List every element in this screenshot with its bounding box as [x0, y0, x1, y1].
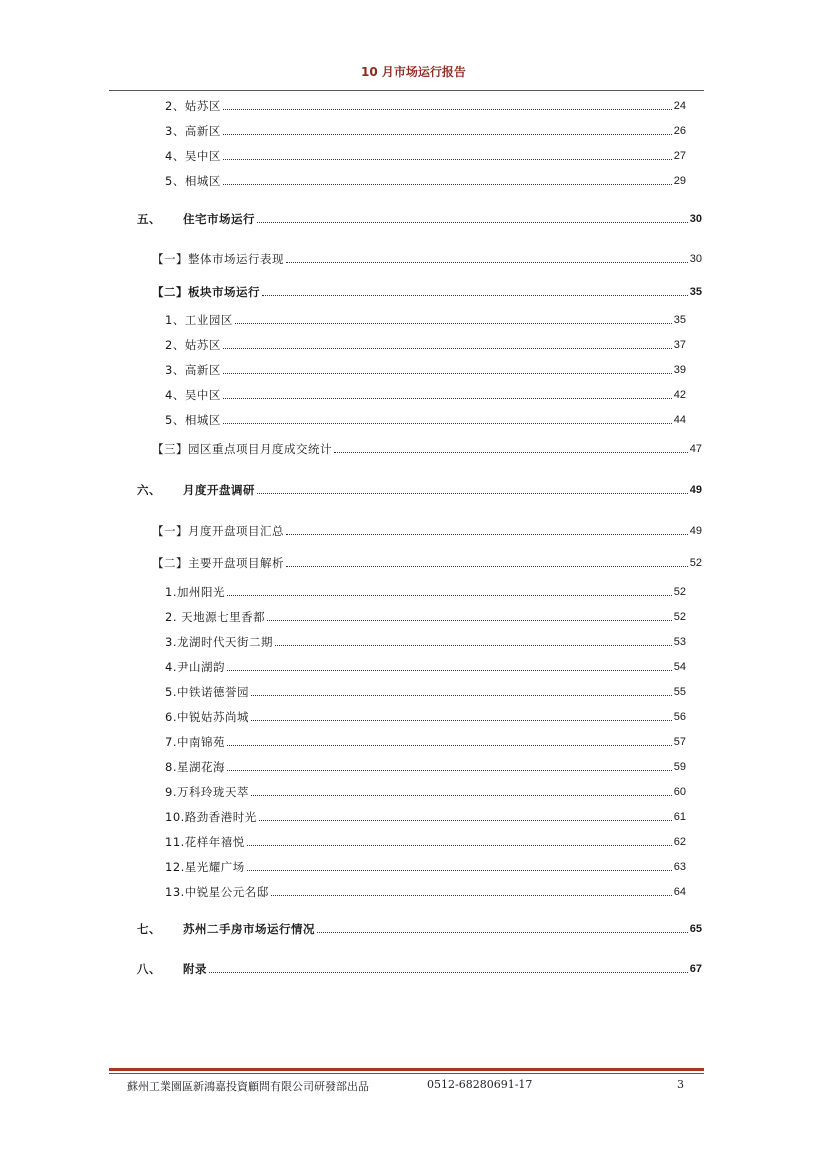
toc-dot-leader [223, 423, 672, 424]
toc-entry[interactable] [165, 97, 686, 113]
toc-entry-page: 30 [689, 253, 702, 265]
toc-section-entry[interactable] [152, 440, 702, 456]
toc-dot-leader [257, 493, 688, 494]
toc-dot-leader [259, 820, 672, 821]
toc-entry-page: 52 [689, 557, 702, 569]
toc-entry[interactable] [165, 733, 686, 749]
toc-entry[interactable] [165, 147, 686, 163]
toc-entry[interactable] [165, 411, 686, 427]
toc-entry[interactable] [165, 122, 686, 138]
toc-entry[interactable] [165, 386, 686, 402]
toc-entry-label: 3、高新区 [165, 124, 221, 138]
toc-dot-leader [286, 262, 688, 263]
toc-chapter-entry[interactable] [137, 481, 702, 497]
footer-divider-thin [109, 1073, 704, 1074]
toc-entry-page: 61 [673, 811, 686, 823]
toc-entry-page: 35 [689, 286, 702, 298]
toc-dot-leader [334, 452, 688, 453]
toc-entry-page: 29 [673, 175, 686, 187]
toc-entry-page: 47 [689, 443, 702, 455]
toc-entry-page: 42 [673, 389, 686, 401]
toc-entry[interactable] [165, 608, 686, 624]
toc-entry-label: 1.加州阳光 [165, 585, 225, 599]
toc-entry[interactable] [165, 858, 686, 874]
toc-entry-label: 【三】园区重点项目月度成交统计 [152, 442, 332, 456]
toc-chapter-entry[interactable] [137, 960, 702, 976]
toc-entry-page: 63 [673, 861, 686, 873]
toc-entry-label: 5、相城区 [165, 174, 221, 188]
toc-entry[interactable] [165, 172, 686, 188]
header-divider [109, 90, 704, 91]
toc-chapter-number: 六、 [137, 483, 161, 497]
toc-entry-label: 8.星湖花海 [165, 760, 225, 774]
toc-dot-leader [223, 134, 672, 135]
page-header-title: 10 月市场运行报告 [361, 65, 466, 79]
toc-entry-label: 1、工业园区 [165, 313, 233, 327]
toc-chapter-label: 住宅市场运行 [183, 212, 255, 226]
toc-dot-leader [227, 770, 672, 771]
toc-dot-leader [223, 373, 672, 374]
toc-entry-label: 10.路劲香港时光 [165, 810, 257, 824]
toc-entry[interactable] [165, 808, 686, 824]
toc-entry[interactable] [165, 633, 686, 649]
toc-section-entry[interactable] [152, 554, 702, 570]
toc-dot-leader [286, 534, 688, 535]
toc-dot-leader [223, 184, 672, 185]
toc-entry-label: 7.中南锦苑 [165, 735, 225, 749]
toc-section-entry[interactable] [152, 283, 702, 299]
toc-entry-page: 52 [673, 586, 686, 598]
toc-dot-leader [223, 398, 672, 399]
footer-company: 蘇州工業園區新鴻嘉投資顧問有限公司研發部出品 [127, 1080, 369, 1093]
toc-entry-page: 39 [673, 364, 686, 376]
toc-entry-label: 9.万科玲珑天萃 [165, 785, 249, 799]
toc-entry-page: 49 [689, 525, 702, 537]
toc-entry[interactable] [165, 883, 686, 899]
toc-entry[interactable] [165, 758, 686, 774]
toc-entry-page: 67 [689, 963, 702, 975]
toc-dot-leader [251, 695, 672, 696]
toc-entry[interactable] [165, 361, 686, 377]
toc-entry[interactable] [165, 783, 686, 799]
toc-entry-label: 12.星光耀广场 [165, 860, 245, 874]
toc-entry-page: 52 [673, 611, 686, 623]
footer-phone: 0512-68280691-17 [427, 1078, 533, 1091]
toc-chapter-label: 附录 [183, 962, 207, 976]
toc-entry-label: 2、姑苏区 [165, 99, 221, 113]
toc-entry-page: 60 [673, 786, 686, 798]
toc-dot-leader [267, 620, 672, 621]
toc-entry-label: 【一】整体市场运行表现 [152, 252, 284, 266]
toc-dot-leader [286, 566, 688, 567]
toc-dot-leader [209, 972, 688, 973]
toc-entry[interactable] [165, 683, 686, 699]
toc-entry[interactable] [165, 708, 686, 724]
toc-entry-label: 【二】主要开盘项目解析 [152, 556, 284, 570]
toc-dot-leader [262, 295, 688, 296]
toc-section-entry[interactable] [152, 522, 702, 538]
toc-entry-label: 4.尹山湖韵 [165, 660, 225, 674]
toc-dot-leader [247, 845, 672, 846]
toc-dot-leader [271, 895, 672, 896]
toc-entry-page: 44 [673, 414, 686, 426]
toc-chapter-label: 苏州二手房市场运行情况 [183, 922, 315, 936]
toc-entry-label: 13.中锐星公元名邸 [165, 885, 269, 899]
toc-entry-page: 53 [673, 636, 686, 648]
toc-entry-label: 2. 天地源七里香都 [165, 610, 266, 624]
toc-entry-label: 11.花样年禧悦 [165, 835, 245, 849]
toc-dot-leader [275, 645, 672, 646]
toc-entry-page: 24 [673, 100, 686, 112]
toc-entry[interactable] [165, 336, 686, 352]
toc-entry-page: 27 [673, 150, 686, 162]
toc-entry-label: 5、相城区 [165, 413, 221, 427]
toc-entry-page: 57 [673, 736, 686, 748]
toc-chapter-label: 月度开盘调研 [183, 483, 255, 497]
toc-entry-page: 62 [673, 836, 686, 848]
toc-entry-label: 3、高新区 [165, 363, 221, 377]
toc-chapter-entry[interactable] [137, 920, 702, 936]
toc-entry-label: 5.中铁诺德誉园 [165, 685, 249, 699]
toc-dot-leader [223, 348, 672, 349]
toc-entry-label: 6.中锐姑苏尚城 [165, 710, 249, 724]
toc-dot-leader [251, 720, 672, 721]
toc-entry-label: 3.龙湖时代天街二期 [165, 635, 273, 649]
toc-dot-leader [317, 932, 688, 933]
toc-dot-leader [235, 323, 672, 324]
toc-entry-label: 【一】月度开盘项目汇总 [152, 524, 284, 538]
toc-dot-leader [227, 745, 672, 746]
toc-entry-page: 65 [689, 923, 702, 935]
toc-entry-page: 59 [673, 761, 686, 773]
toc-chapter-number: 七、 [137, 922, 161, 936]
toc-entry-page: 49 [689, 484, 702, 496]
toc-entry-page: 55 [673, 686, 686, 698]
toc-entry-page: 64 [673, 886, 686, 898]
toc-entry-label: 4、吴中区 [165, 149, 221, 163]
toc-dot-leader [247, 870, 672, 871]
toc-entry[interactable] [165, 658, 686, 674]
toc-dot-leader [227, 670, 672, 671]
toc-dot-leader [227, 595, 672, 596]
toc-section-entry[interactable] [152, 250, 702, 266]
toc-chapter-number: 五、 [137, 212, 161, 226]
toc-entry[interactable] [165, 311, 686, 327]
toc-dot-leader [223, 159, 672, 160]
toc-chapter-entry[interactable] [137, 210, 702, 226]
toc-entry-page: 30 [689, 213, 702, 225]
toc-entry-label: 2、姑苏区 [165, 338, 221, 352]
toc-entry-page: 56 [673, 711, 686, 723]
toc-entry-label: 4、吴中区 [165, 388, 221, 402]
toc-chapter-number: 八、 [137, 962, 161, 976]
toc-entry[interactable] [165, 833, 686, 849]
footer-divider-thick [109, 1068, 704, 1071]
toc-entry-page: 37 [673, 339, 686, 351]
toc-entry[interactable] [165, 583, 686, 599]
toc-entry-page: 35 [673, 314, 686, 326]
toc-entry-page: 26 [673, 125, 686, 137]
toc-entry-page: 54 [673, 661, 686, 673]
footer-page-number: 3 [677, 1078, 684, 1091]
toc-entry-label: 【二】板块市场运行 [152, 285, 260, 299]
toc-dot-leader [257, 222, 688, 223]
toc-dot-leader [223, 109, 672, 110]
toc-dot-leader [251, 795, 672, 796]
